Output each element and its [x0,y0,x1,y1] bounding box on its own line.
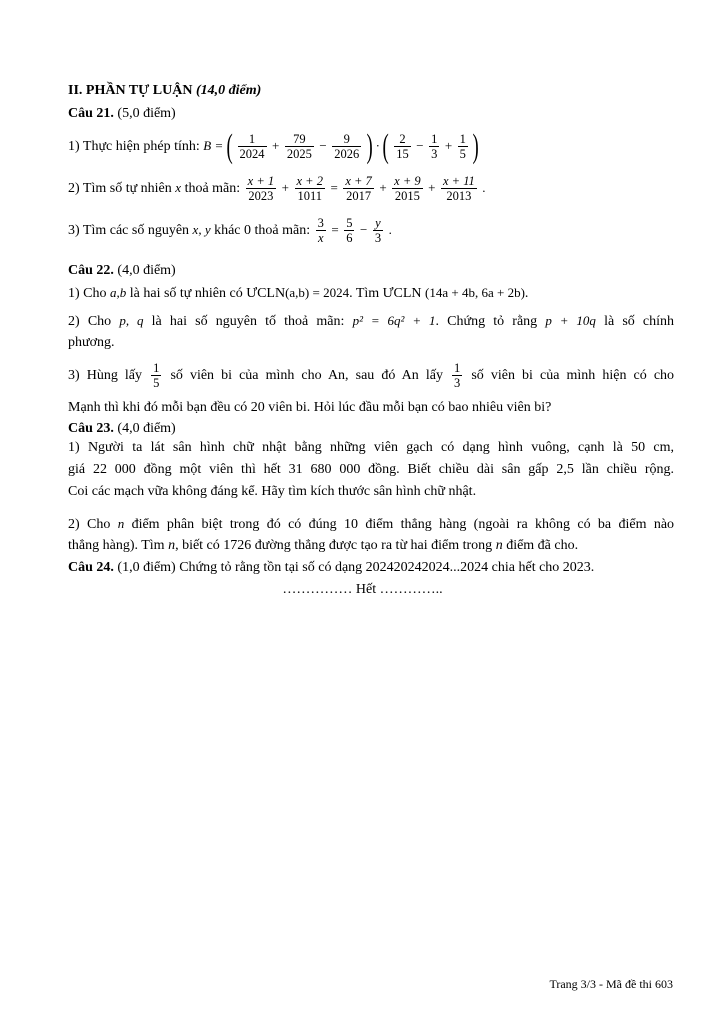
q24 [68,559,674,576]
q21-p3-text2: khác 0 thoả mãn: [214,223,311,238]
fraction: $\frac{3}{x}$ [317,216,324,246]
q22-part3-line2: Mạnh thì khi đó mỗi bạn đều có 20 viên bi. Hỏi lúc đầu mỗi bạn có bao nhiêu viên bi? [68,400,552,415]
section-points: (14,0 điểm) [195,83,262,98]
q22-p1-var: a,b [110,285,127,300]
q21-part3: 3) Tìm các số nguyên x, y khác 0 thoả mãn: $\frac{3}{x}$ = $\frac{5}{6}$ − $\frac{y}{3}$ . [68,216,392,246]
q23-part2-line1: 2) Cho n điểm phân biệt trong đó có đúng 10 điểm thẳng hàng (ngoài ra không có ba điểm nào [68,516,675,532]
fraction: $\frac{x + 9}{2015}$ [394,174,421,204]
q23-points: (4,0 điểm) [117,421,176,436]
q23-part1-line2: giá 22 000 đồng một viên thì hết 31 680 000 đồng. Biết chiều dài sân gấp 2,5 lần chiều rộng. [68,462,674,477]
q23-label: Câu 23. [68,421,114,436]
q22-p2-var: p, q [119,313,144,328]
q21-part1: 1) Thực hiện phép tính: B = ( $\frac{1}{2024}$ + $\frac{79}{2025}$ − $\frac{9}{2026}$ ) · ( $\frac{2}{15}$ − $\frac{1}{3}$ + $\frac{1}{5}$ ) [68,127,480,165]
q22-part2-line1: 2) Cho p, q là hai số nguyên tố thoả mãn: p² = 6q² + 1. Chứng tỏ rằng p + 10q là số chính [68,313,675,329]
q21-heading [68,105,674,122]
fraction: $\frac{79}{2025}$ [286,132,312,162]
q22-p2-expr: p² = 6q² + 1 [352,313,436,328]
q21-p1-B: B = [203,138,224,153]
section-title: II. PHẦN TỰ LUẬN [68,83,193,98]
fraction: $\frac{x + 11}{2013}$ [442,174,475,204]
q23-heading [68,420,674,437]
fraction: $\frac{5}{6}$ [346,216,353,246]
q21-p3-var: x, y [192,222,211,237]
fraction: $\frac{y}{3}$ [374,216,382,246]
q24-text: (1,0 điểm) Chứng tỏ rằng tồn tại số có dạng 202420242024...2024 chia hết cho 2023. [117,560,595,575]
q21-points: (5,0 điểm) [117,106,176,121]
fraction: $\frac{1}{3}$ [454,361,461,391]
q22-part2-line2: phương. [68,335,115,350]
fraction: $\frac{1}{5}$ [153,361,160,391]
fraction: $\frac{1}{2024}$ [239,132,265,162]
fraction: $\frac{x + 7}{2017}$ [345,174,372,204]
end-marker: …………… Hết ………….. [282,582,443,597]
q22-p1-expr: (a,b) = 2024 [285,285,350,300]
q22-p2-expr2: p + 10q [545,313,596,328]
q21-label: Câu 21. [68,106,114,121]
q23-part1-line3: Coi các mạch vữa không đáng kể. Hãy tìm kích thước sân hình chữ nhật. [68,484,477,499]
q22-part3-line1: 3) Hùng lấy $\frac{1}{5}$ số viên bi của mình cho An, sau đó An lấy $\frac{1}{3}$ số viên bi của mình hiện có cho [68,361,675,391]
q22-points: (4,0 điểm) [117,263,176,278]
q21-p2-var: x [175,180,182,195]
fraction: $\frac{2}{15}$ [396,132,409,162]
fraction: $\frac{1}{3}$ [431,132,438,162]
q21-p3-text: 3) Tìm các số nguyên [68,223,190,238]
q21-p1-text: 1) Thực hiện phép tính: [68,139,200,154]
q22-heading [68,262,674,279]
q21-p2-text2: thoả mãn: [184,181,241,196]
q22-label: Câu 22. [68,263,114,278]
q23-part2-line2: thẳng hàng). Tìm n, biết có 1726 đường thẳng được tạo ra từ hai điểm trong n điểm đã cho. [68,538,579,553]
q21-p2-text: 2) Tìm số tự nhiên [68,181,172,196]
q23-p2-var: n [117,516,125,531]
q23-part1-line1: 1) Người ta lát sân hình chữ nhật bằng những viên gạch có dạng hình vuông, cạnh là 50 cm, [68,440,674,455]
fraction: $\frac{1}{5}$ [459,132,466,162]
q21-part2: 2) Tìm số tự nhiên x thoả mãn: $\frac{x + 1}{2023}$ + $\frac{x + 2}{1011}$ = $\frac{x + 7}{2017}$ + $\frac{x + 9}{2015}$ + $\frac{x + 11}{2013}$ . [68,174,486,204]
section-heading [68,82,674,99]
page-footer: Trang 3/3 - Mã đề thi 603 [549,977,673,991]
q22-p1-expr2: (14a + 4b, 6a + 2b) [425,285,525,300]
q24-label: Câu 24. [68,560,114,575]
fraction: $\frac{9}{2026}$ [334,132,360,162]
fraction: $\frac{x + 1}{2023}$ [247,174,275,204]
q22-part1: 1) Cho a,b là hai số tự nhiên có ƯCLN(a,b) = 2024. Tìm ƯCLN (14a + 4b, 6a + 2b). [68,285,529,301]
fraction: $\frac{x + 2}{1011}$ [296,174,323,204]
